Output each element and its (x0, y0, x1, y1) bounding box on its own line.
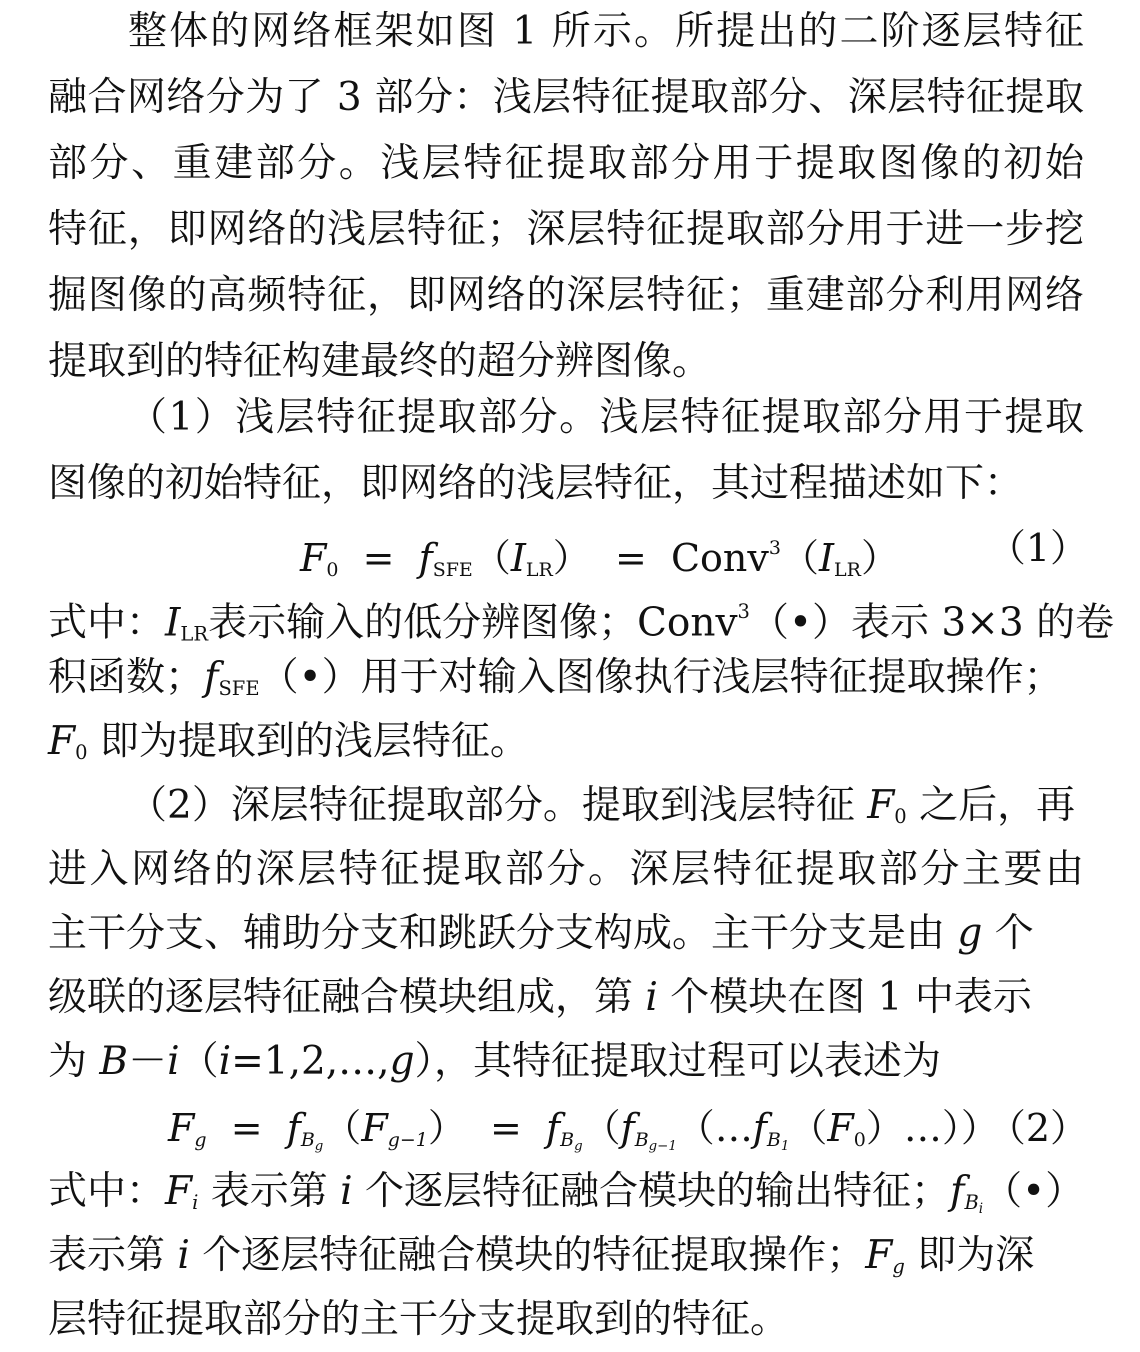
equation-1-number: （1） (987, 526, 1088, 570)
text-line: （1）浅层特征提取部分。浅层特征提取部分用于提取 (128, 395, 1084, 440)
text-line: 特征，即网络的浅层特征；深层特征提取部分用于进一步挖 (48, 207, 1084, 252)
equation-2-body: $F_g = f_{B_g}(F_{g-1})$ = $f_{B_g}(f_{B_{g-1}}(\dots f_{B_1}(F_0)\dots))$ (168, 1106, 999, 1154)
text-line: 积函数；$f_{SFE}(•)$用于对输入图像执行浅层特征提取操作； (48, 655, 1063, 700)
equation-2-number: （2） (987, 1106, 1088, 1150)
equation-1-body: $F_0 = f_{SFE}(I_{LR})$ = $Conv^3(I_{LR})$ (300, 536, 899, 581)
text-line: 部分、重建部分。浅层特征提取部分用于提取图像的初始 (48, 141, 1084, 186)
equation-2 (48, 1096, 1088, 1160)
text-line: 式中：$I_{LR}$表示输入的低分辨图像；Conv$^3$（•）表示 3×3 的卷 (48, 600, 1115, 646)
text-line: 表示第 i 个逐层特征融合模块的特征提取操作；$F_g$ 即为深 (48, 1233, 1035, 1278)
text-line: 主干分支、辅助分支和跳跃分支构成。主干分支是由 g 个 (48, 911, 1034, 956)
text-line: 为 B－i（i=1,2,…,g），其特征提取过程可以表述为 (48, 1039, 942, 1084)
text-line: 图像的初始特征，即网络的浅层特征，其过程描述如下： (48, 461, 1024, 506)
text-line: 进入网络的深层特征提取部分。深层特征提取部分主要由 (48, 847, 1084, 892)
text-line: 提取到的特征构建最终的超分辨图像。 (48, 339, 712, 384)
text-line: 整体的网络框架如图 1 所示。所提出的二阶逐层特征 (128, 9, 1084, 54)
text-line: 掘图像的高频特征，即网络的深层特征；重建部分利用网络 (48, 273, 1084, 318)
equation-1 (48, 516, 1088, 580)
text-line: （2）深层特征提取部分。提取到浅层特征 $F_0$ 之后，再 (128, 783, 1076, 828)
text-line: 级联的逐层特征融合模块组成，第 i 个模块在图 1 中表示 (48, 975, 1032, 1020)
text-line: 层特征提取部分的主干分支提取到的特征。 (48, 1297, 790, 1342)
text-line: $F_0$ 即为提取到的浅层特征。 (48, 719, 529, 764)
text-line: 融合网络分为了 3 部分：浅层特征提取部分、深层特征提取 (48, 75, 1084, 120)
text-line: 式中：$F_i$ 表示第 i 个逐层特征融合模块的输出特征；$f_{B_i}(•)$ (48, 1169, 1085, 1217)
